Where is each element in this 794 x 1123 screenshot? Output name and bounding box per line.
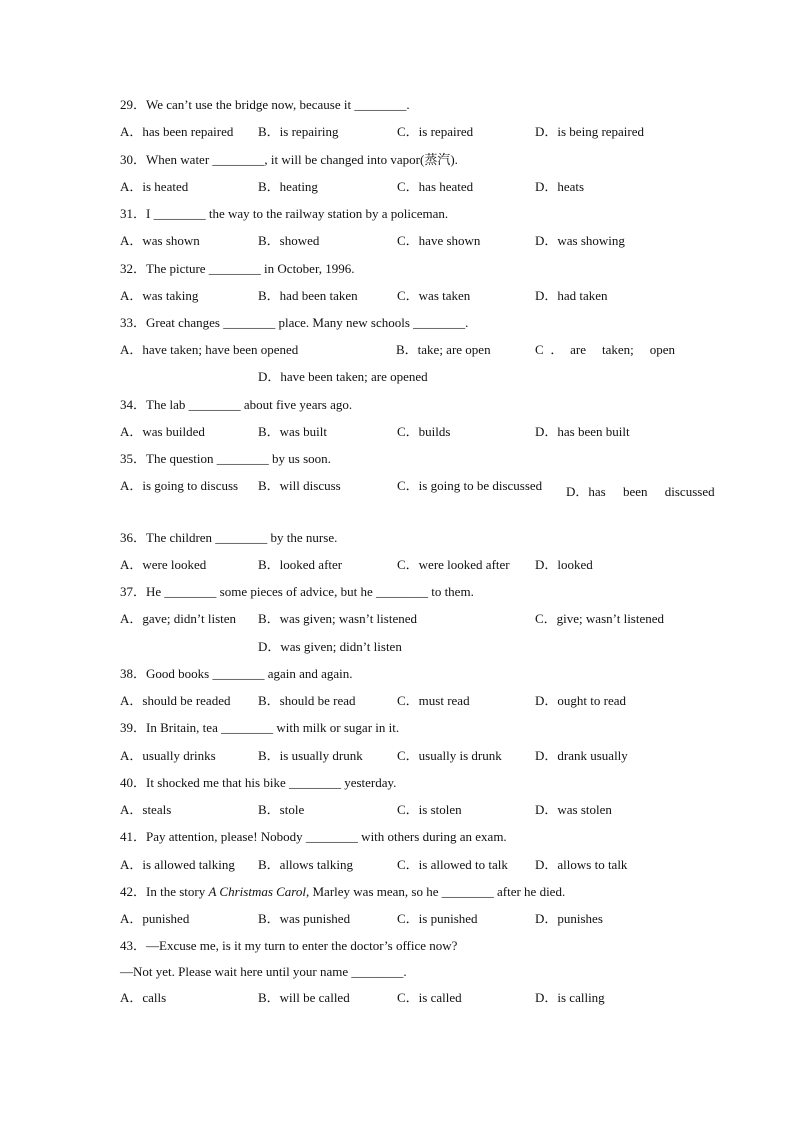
question-39: 39．In Britain, tea ________ with milk or sugar in it. bbox=[120, 720, 400, 735]
option-34-b: B．was built bbox=[258, 424, 327, 439]
option-29-c: C．is repaired bbox=[397, 124, 474, 139]
option-43-d: D．is calling bbox=[535, 990, 605, 1005]
option-29-d: D．is being repaired bbox=[535, 124, 645, 139]
question-33: 33．Great changes ________ place. Many new schools ________. bbox=[120, 315, 469, 330]
option-37-a: A．gave; didn’t listen bbox=[120, 611, 237, 626]
question-37: 37．He ________ some pieces of advice, but he ________ to them. bbox=[120, 584, 474, 599]
option-40-c: C．is stolen bbox=[397, 802, 462, 817]
option-32-d: D．had taken bbox=[535, 288, 608, 303]
option-31-b: B．showed bbox=[258, 233, 320, 248]
question-42 bbox=[120, 884, 565, 900]
option-39-b: B．is usually drunk bbox=[258, 748, 363, 763]
option-34-d: D．has been built bbox=[535, 424, 630, 439]
option-33-d: D．have been taken; are opened bbox=[258, 369, 428, 384]
option-33-a: A．have taken; have been opened bbox=[120, 342, 299, 357]
option-34-a: A．was builded bbox=[120, 424, 205, 439]
question-43: 43．—Excuse me, is it my turn to enter the doctor’s office now? bbox=[120, 938, 458, 953]
option-33-b: B．take; are open bbox=[396, 342, 491, 357]
option-43-a: A．calls bbox=[120, 990, 167, 1005]
question-32: 32．The picture ________ in October, 1996. bbox=[120, 261, 355, 276]
option-29-b: B．is repairing bbox=[258, 124, 339, 139]
option-34-c: C．builds bbox=[397, 424, 451, 439]
option-32-c: C．was taken bbox=[397, 288, 471, 303]
option-37-b: B．was given; wasn’t listened bbox=[258, 611, 417, 626]
question-30: 30．When water ________, it will be changed into vapor(蒸汽). bbox=[120, 152, 458, 167]
option-30-d: D．heats bbox=[535, 179, 585, 194]
option-36-c: C．were looked after bbox=[397, 557, 510, 572]
option-35-c: C．is going to be discussed bbox=[397, 478, 543, 493]
option-39-a: A．usually drinks bbox=[120, 748, 216, 763]
question-35: 35．The question ________ by us soon. bbox=[120, 451, 331, 466]
option-30-b: B．heating bbox=[258, 179, 318, 194]
question-31: 31．I ________ the way to the railway station by a policeman. bbox=[120, 206, 449, 221]
option-36-b: B．looked after bbox=[258, 557, 343, 572]
option-40-d: D．was stolen bbox=[535, 802, 612, 817]
option-38-c: C．must read bbox=[397, 693, 470, 708]
option-39-c: C．usually is drunk bbox=[397, 748, 502, 763]
option-42-c: C．is punished bbox=[397, 911, 478, 926]
option-42-d: D．punishes bbox=[535, 911, 603, 926]
question-34: 34．The lab ________ about five years ago. bbox=[120, 397, 353, 412]
option-33-c: C．are taken; open bbox=[535, 342, 675, 357]
option-39-d: D．drank usually bbox=[535, 748, 628, 763]
option-38-a: A．should be readed bbox=[120, 693, 231, 708]
option-41-d: D．allows to talk bbox=[535, 857, 628, 872]
option-43-c: C．is called bbox=[397, 990, 462, 1005]
book-title: A Christmas Carol bbox=[208, 884, 306, 899]
question-38: 38．Good books ________ again and again. bbox=[120, 666, 353, 681]
option-32-b: B．had been taken bbox=[258, 288, 358, 303]
option-42-a: A．punished bbox=[120, 911, 190, 926]
option-30-a: A．is heated bbox=[120, 179, 189, 194]
option-41-b: B．allows talking bbox=[258, 857, 353, 872]
option-29-a: A．has been repaired bbox=[120, 124, 234, 139]
option-32-a: A．was taking bbox=[120, 288, 199, 303]
option-40-a: A．steals bbox=[120, 802, 172, 817]
option-42-b: B．was punished bbox=[258, 911, 351, 926]
question-29: 29．We can’t use the bridge now, because it ________. bbox=[120, 97, 410, 112]
option-35-d: D．has been discussed bbox=[566, 484, 715, 499]
question-42-post: , Marley was mean, so he ________ after he died. bbox=[306, 884, 566, 899]
option-43-b: B．will be called bbox=[258, 990, 350, 1005]
option-38-b: B．should be read bbox=[258, 693, 356, 708]
option-35-a: A．is going to discuss bbox=[120, 478, 239, 493]
option-37-c: C．give; wasn’t listened bbox=[535, 611, 665, 626]
option-31-d: D．was showing bbox=[535, 233, 625, 248]
option-40-b: B．stole bbox=[258, 802, 305, 817]
option-35-b: B．will discuss bbox=[258, 478, 341, 493]
question-40: 40．It shocked me that his bike ________ yesterday. bbox=[120, 775, 397, 790]
option-36-a: A．were looked bbox=[120, 557, 207, 572]
option-41-a: A．is allowed talking bbox=[120, 857, 235, 872]
option-31-a: A．was shown bbox=[120, 233, 200, 248]
option-38-d: D．ought to read bbox=[535, 693, 626, 708]
question-43-reply: —Not yet. Please wait here until your name ________. bbox=[120, 964, 407, 979]
option-31-c: C．have shown bbox=[397, 233, 481, 248]
option-41-c: C．is allowed to talk bbox=[397, 857, 508, 872]
question-41: 41．Pay attention, please! Nobody ________ with others during an exam. bbox=[120, 829, 507, 844]
question-42-pre: 42．In the story bbox=[120, 884, 209, 899]
option-36-d: D．looked bbox=[535, 557, 593, 572]
option-30-c: C．has heated bbox=[397, 179, 474, 194]
option-37-d: D．was given; didn’t listen bbox=[258, 639, 402, 654]
question-36: 36．The children ________ by the nurse. bbox=[120, 530, 338, 545]
